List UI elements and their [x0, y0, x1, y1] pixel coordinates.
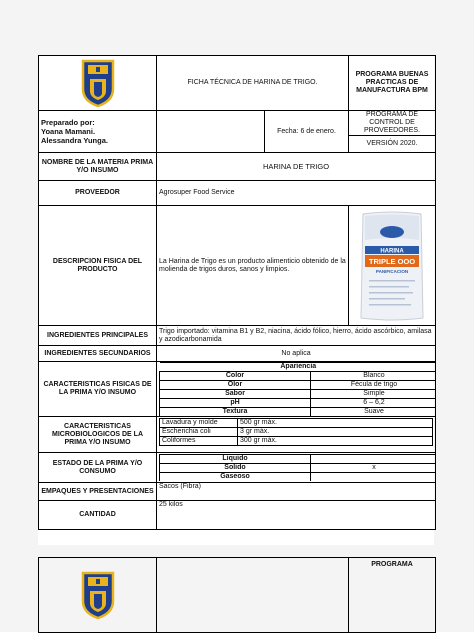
- estado-key: Liquido: [160, 455, 311, 464]
- sheet-title: FICHA TÉCNICA DE HARINA DE TRIGO.: [157, 56, 349, 111]
- fisica-key: Textura: [160, 408, 311, 417]
- fisica-key: Sabor: [160, 390, 311, 399]
- micro-key: Coliformes: [160, 437, 238, 446]
- materia-label: NOMBRE DE LA MATERIA PRIMA Y/O INSUMO: [39, 153, 157, 181]
- flour-bag-image: [357, 210, 427, 322]
- ing-principales-value: Trigo importado: vitamina B1 y B2, niacina, ácido fólico, hierro, ácido ascórbico, amilasa y azodicarbonamida: [157, 326, 436, 346]
- next-page-header: [38, 557, 436, 633]
- fisicas-header: Apariencia: [160, 363, 436, 372]
- estado-table-cell: [157, 453, 436, 483]
- bag-brand-name: TRIPLE OOO: [368, 256, 416, 266]
- micro-cell: [157, 417, 436, 453]
- date-cell: Fecha: 6 de enero.: [265, 111, 349, 153]
- estado-key: Gaseoso: [160, 473, 311, 482]
- blank-header-cell: [157, 111, 265, 153]
- fisicas-label: CARACTERISTICAS FISICAS DE LA PRIMA Y/O INSUMO: [39, 362, 157, 417]
- fisica-value: Suave: [311, 408, 436, 417]
- technical-sheet-table: [38, 55, 436, 530]
- ing-principales-label: INGREDIENTES PRINCIPALES: [39, 326, 157, 346]
- descripcion-label: DESCRIPCION FISICA DEL PRODUCTO: [39, 206, 157, 326]
- bag-brand-band: HARINA: [380, 248, 404, 254]
- materia-value: HARINA DE TRIGO: [157, 153, 436, 181]
- table-row: [160, 399, 436, 408]
- prepared-by-cell: [39, 111, 157, 153]
- proveedor-label: PROVEEDOR: [39, 181, 157, 206]
- table-row: [160, 473, 436, 482]
- estado-label: ESTADO DE LA PRIMA Y/O CONSUMO: [39, 453, 157, 483]
- next-program: PROGRAMA: [349, 558, 436, 633]
- bag-subtitle: PANIFICACION: [375, 268, 409, 274]
- control-program: PROGRAMA DE CONTROL DE PROVEEDORES.: [349, 111, 436, 136]
- product-photo-cell: [349, 206, 436, 326]
- estado-value: [311, 455, 436, 464]
- prepared-by-name-2: Alessandra Yunga.: [41, 136, 108, 145]
- next-logo-cell: [39, 558, 157, 633]
- fisica-key: Olor: [160, 381, 311, 390]
- next-title-cell: [157, 558, 349, 633]
- fisicas-header-row: [160, 363, 436, 372]
- micro-value: 500 gr máx.: [238, 419, 433, 428]
- estado-subtable: [159, 454, 436, 481]
- table-row: [160, 408, 436, 417]
- program-bpm: PROGRAMA BUENAS PRACTICAS DE MANUFACTURA BPM: [349, 56, 436, 111]
- table-row: [160, 455, 436, 464]
- fisica-key: Color: [160, 372, 311, 381]
- estado-value: x: [311, 464, 436, 473]
- prepared-by-label: Preparado por:: [41, 118, 95, 127]
- institution-logo: [81, 59, 115, 107]
- fisica-key: pH: [160, 399, 311, 408]
- fisicas-subtable: [159, 362, 436, 416]
- estado-value: [311, 473, 436, 482]
- fisica-value: 6 – 6,2: [311, 399, 436, 408]
- table-row: [160, 390, 436, 399]
- list-item: [160, 437, 433, 446]
- estado-key: Solido: [160, 464, 311, 473]
- empaques-label: EMPAQUES Y PRESENTACIONES: [39, 483, 157, 501]
- institution-logo: [81, 571, 115, 619]
- empaques-value: Sacos (Fibra): [157, 483, 436, 501]
- micro-value: 300 gr máx.: [238, 437, 433, 446]
- descripcion-value: La Harina de Trigo es un producto alimenticio obtenido de la molienda de trigos duros, sanos y limpios.: [157, 206, 349, 326]
- micro-value: 3 gr máx.: [238, 428, 433, 437]
- cantidad-label: CANTIDAD: [39, 501, 157, 530]
- proveedor-value: Agrosuper Food Service: [157, 181, 436, 206]
- fisica-value: Simple: [311, 390, 436, 399]
- logo-cell: [39, 56, 157, 111]
- fisica-value: Blanco: [311, 372, 436, 381]
- fisica-value: Fécula de trigo: [311, 381, 436, 390]
- cantidad-value: 25 kilos: [157, 501, 436, 530]
- table-row: [160, 464, 436, 473]
- version: VERSIÓN 2020.: [349, 136, 436, 153]
- micro-key: Escherichia coli: [160, 428, 238, 437]
- table-row: [160, 372, 436, 381]
- prepared-by-name-1: Yoana Mamani.: [41, 127, 96, 136]
- list-item: [160, 419, 433, 428]
- table-row: [160, 381, 436, 390]
- list-item: [160, 428, 433, 437]
- micro-label: CARACTERISTICAS MICROBIOLOGICOS DE LA PRIMA Y/O INSUMO: [39, 417, 157, 453]
- ing-secundarios-label: INGREDIENTES SECUNDARIOS: [39, 346, 157, 362]
- ing-secundarios-value: No aplica: [157, 346, 436, 362]
- micro-list: [159, 418, 433, 446]
- fisicas-table-cell: [157, 362, 436, 417]
- micro-key: Lavadura y molde: [160, 419, 238, 428]
